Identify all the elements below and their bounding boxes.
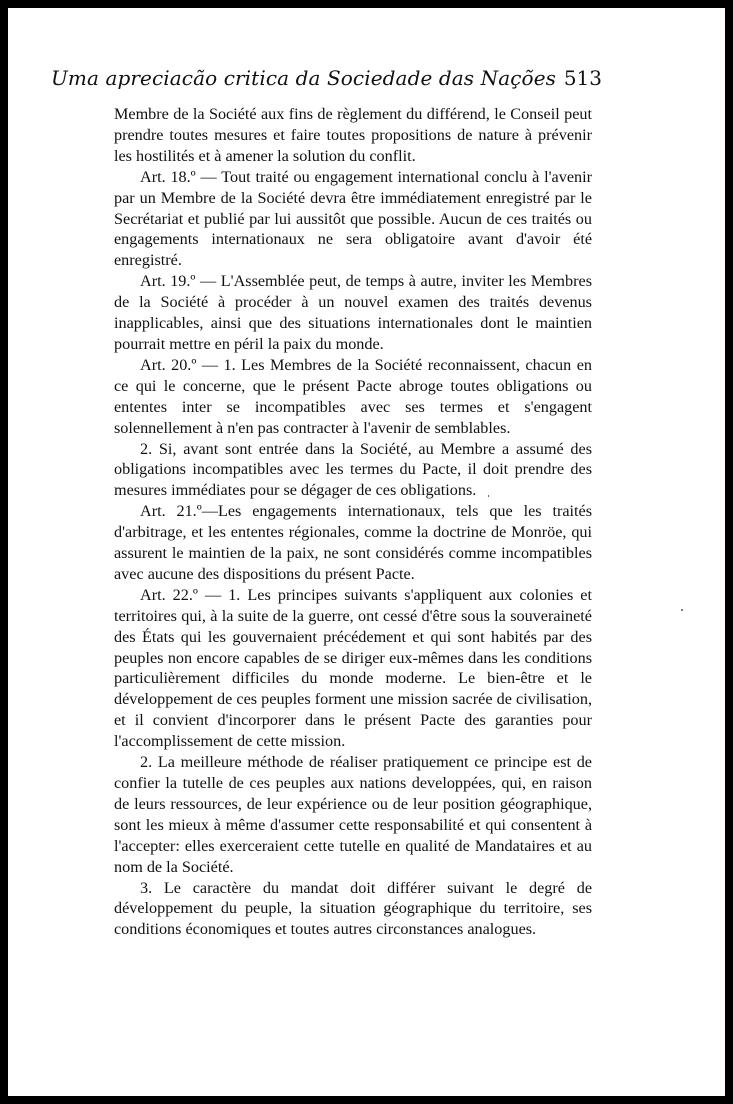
page-number: 513 — [563, 66, 602, 90]
scanned-page — [8, 8, 725, 1096]
paragraph: Membre de la Société aux fins de règlement du différend, le Conseil peut prendre toutes mesures et faire toutes propositions de nature à prévenir les hostilités et à amener la solution du conflit. — [114, 105, 592, 165]
paragraph: Art. 22.º — 1. Les principes suivants s'appliquent aux colonies et territoires qui, à la suite de la guerre, ont cessé d'être sous la souveraineté des États qui les gouvernaient précédement et qui sont habités par des peuples non encore capables de se diriger eux-mêmes dans les conditions particulièrement difficiles du monde moderne. Le bien-être et le développement de ces peuples forment une mission sacrée de civilisation, et il convient d'incorporer dans le présent Pacte des garanties pour l'accomplissement de cette mission. — [114, 585, 592, 751]
scan-speck — [681, 609, 683, 611]
paragraph: Art. 20.º — 1. Les Membres de la Société reconnaissent, chacun en ce qui le concerne, que le présent Pacte abroge toutes obligations ou ententes inter se incompatibles avec ses termes et s'engagent solennellement à n'en pas contracter à l'avenir de semblables. — [114, 355, 592, 437]
paragraph: Art. 18.º — Tout traité ou engagement international conclu à l'avenir par un Membre de la Société devra être immédiatement enregistré par le Secrétariat et publié par lui aussitôt que possible. Aucun de ces traités ou engagements internationaux ne sera obligatoire avant d'avoir été enregistré. — [114, 167, 592, 270]
paragraph: Art. 21.º—Les engagements internationaux, tels que les traités d'arbitrage, et les ententes régionales, comme la doctrine de Monröe, qui assurent le maintien de la paix, ne sont considérés comme incompatibles avec aucune des dispositions du présent Pacte. — [114, 502, 592, 583]
paragraph: Art. 19.º — L'Assemblée peut, de temps à autre, inviter les Membres de la Société à procéder à un nouvel examen des traités devenus inapplicables, ainsi que des situations internationales dont le maintien pourrait mettre en péril la paix du monde. — [114, 272, 592, 353]
header-title: Uma apreciacão critica da Sociedade das Nações — [50, 66, 556, 90]
scan-speck — [488, 495, 489, 497]
running-header — [50, 64, 602, 100]
paragraph: 3. Le caractère du mandat doit différer suivant le degré de développement du peuple, la situation géographique du territoire, ses conditions économiques et toutes autres circonstances analogues. — [114, 878, 592, 939]
paragraph: 2. Si, avant sont entrée dans la Société, au Membre a assumé des obligations incompatibles avec les termes du Pacte, il doit prendre des mesures immédiates pour se dégager de ces obligations. — [114, 439, 592, 500]
body-text — [114, 104, 592, 940]
paragraph: 2. La meilleure méthode de réaliser pratiquement ce principe est de confier la tutelle de ces peuples aux nations developpées, qui, en raison de leurs ressources, de leur expérience ou de leur position géographique, sont les mieux à même d'assumer cette responsabilité et qui consentent à l'accepter: elles exerceraient cette tutelle en qualité de Mandataires et au nom de la Société. — [114, 753, 592, 876]
